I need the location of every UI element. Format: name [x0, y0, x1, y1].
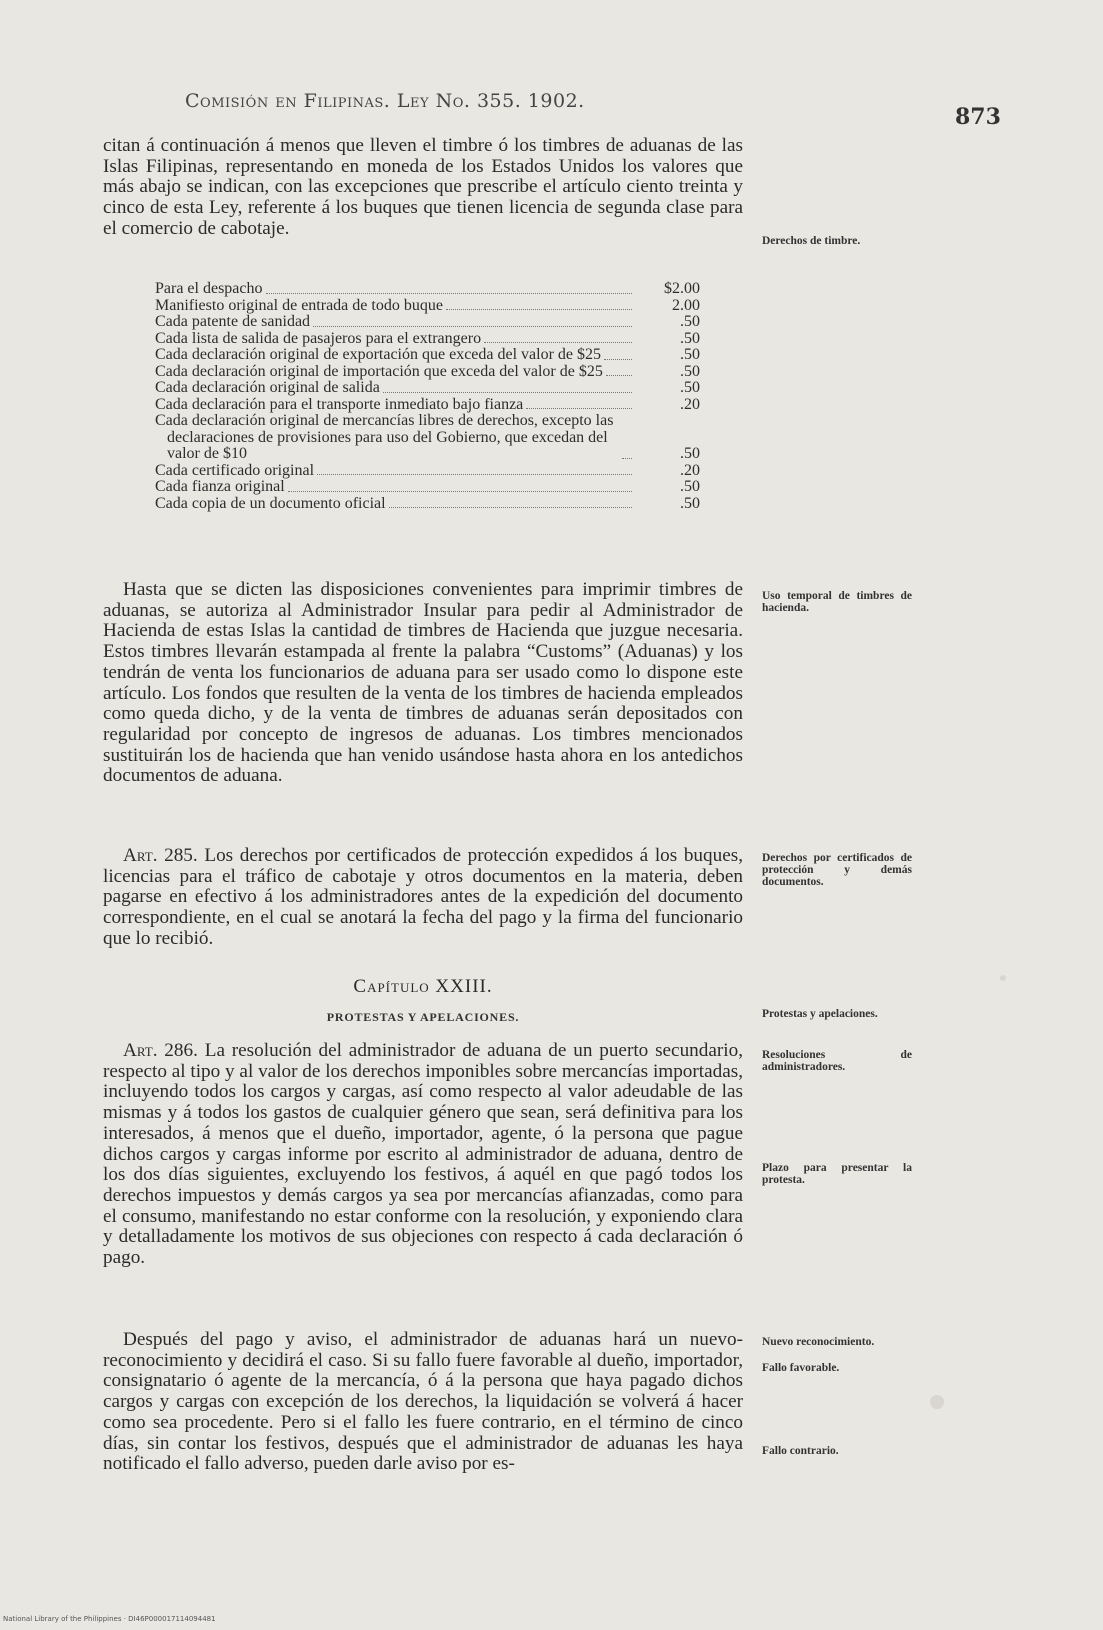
running-title: Comisión en Filipinas. Ley No. 355. 1902. [185, 90, 585, 112]
fee-amount: .50 [680, 346, 700, 363]
library-footer: National Library of the Philippines · DI46P000017114094481 [3, 1615, 216, 1623]
fee-amount: .50 [680, 362, 700, 380]
fee-amount: .50 [680, 494, 700, 512]
fee-amount: .50 [680, 329, 700, 347]
margin-note-resoluciones: Resoluciones de administradores. [762, 1049, 912, 1073]
fee-label [155, 413, 635, 463]
fee-amount: .50 [680, 478, 700, 495]
margin-note-nuevo-reconocimiento: Nuevo reconocimiento. [762, 1336, 875, 1348]
fee-label [155, 479, 635, 496]
final-paragraph [103, 1330, 743, 1475]
paper-smudge [930, 1395, 944, 1409]
fee-row [155, 479, 700, 496]
fee-label [155, 347, 635, 364]
margin-note-protestas: Protestas y apelaciones. [762, 1008, 878, 1020]
fee-amount: .20 [680, 461, 700, 479]
fee-label-text: Cada declaración original de exportación que exceda del valor de $25 [155, 346, 602, 363]
intro-text: citan á continuación á menos que lleven el timbre ó los timbres de aduanas de las Islas Filipinas, representando en moneda de los Estados Unidos los valores que más abajo se indican, con las excepciones que prescribe el artículo ciento treinta y cinco de esta Ley, referente á los buques que tienen licencia de segunda clase para el comercio de cabotaje. [103, 135, 743, 239]
intro-paragraph [103, 136, 743, 240]
article-285 [103, 846, 743, 950]
fee-amount: 2.00 [672, 296, 700, 314]
fee-amount: .50 [680, 313, 700, 330]
fee-row [155, 298, 700, 315]
margin-note-fallo-contrario: Fallo contrario. [762, 1445, 839, 1457]
fee-label-text: Cada declaración original de mercancías libres de derechos, excepto las declaraciones de provisiones para uso del Gobierno, que excedan del valor de $10 [155, 412, 614, 462]
fee-table [155, 281, 700, 512]
final-text: Después del pago y aviso, el administrador de aduanas hará un nuevo-reconocimiento y decidirá el caso. Si su fallo fuere favorable al dueño, importador, consignatario ó agente de la mercancía, ó á la persona que haya pagado dichos cargos y cargas con excepción de los derechos, la liquidación se volverá á hacer como sea procedente. Pero si el fallo les fuere contrario, en el término de cinco días, sin contar los festivos, después que el administrador de aduanas les haya notificado el fallo adverso, pueden darle aviso por es- [103, 1329, 743, 1475]
fee-label [155, 380, 635, 397]
fee-label-text: Cada copia de un documento oficial [155, 494, 386, 512]
article-286-label: Art. 286. [123, 1040, 198, 1061]
fee-label-text: Manifiesto original de entrada de todo buque [155, 296, 443, 314]
dot-leader [266, 293, 632, 294]
fee-label [155, 397, 635, 414]
section-title: PROTESTAS Y APELACIONES. [326, 1010, 520, 1024]
fee-label-text: Cada patente de sanidad [155, 313, 311, 330]
margin-note-plazo: Plazo para presentar la protesta. [762, 1162, 912, 1186]
page-number: 873 [955, 104, 1001, 130]
margin-note-fallo-favorable: Fallo favorable. [762, 1362, 840, 1374]
fee-label-text: Cada certificado original [155, 461, 315, 479]
fee-row [155, 281, 700, 298]
dot-leader [317, 474, 632, 475]
fee-row [155, 413, 700, 463]
article-285-text: Los derechos por certificados de protección expedidos á los buques, licencias para el tráfico de cabotaje y otros documentos en la materia, deben pagarse en efectivo á los administradores antes de la expedición del documento correspondiente, en el cual se anotará la fecha del pago y la firma del funcionario que lo recibió. [103, 845, 743, 949]
dot-leader [484, 342, 632, 343]
article-286-text: La resolución del administrador de aduana de un puerto secundario, respecto al tipo y al valor de los derechos imponibles sobre mercancías importadas, incluyendo todos los cargos y cargas, así como respecto al valor adeudable de las mismas y á todos los gastos de cualquier género que sean, será definitiva para los interesados, á menos que el dueño, importador, agente, ó la persona que pague dichos cargos y cargas informe por escrito al administrador de aduana, dentro de los dos días siguientes, excluyendo los festivos, á aquél en que pagó todos los derechos impuestos y demás cargos ya sea por mercancías afianzadas, como para el consumo, manifestando no estar conforme con la resolución, y exponiendo clara y detalladamente los motivos de sus objeciones con respecto á cada declaración ó pago. [103, 1040, 743, 1269]
dot-leader [389, 507, 632, 508]
fee-row [155, 364, 700, 381]
fee-label [155, 298, 635, 315]
margin-note-derechos-timbre: Derechos de timbre. [762, 235, 861, 247]
fee-row [155, 314, 700, 331]
dot-leader [383, 392, 632, 393]
fee-label-text: Cada lista de salida de pasajeros para el extrangero [155, 329, 482, 347]
fee-label-text: Cada declaración original de importación que exceda del valor de $25 [155, 362, 603, 380]
stamps-text: Hasta que se dicten las disposiciones convenientes para imprimir timbres de aduanas, se autoriza al Administrador Insular para pedir al Administrador de Hacienda de estas Islas la cantidad de timbres de Hacienda que juzgue necesaria. Estos timbres llevarán estampada al frente la palabra “Customs” (Aduanas) y los tendrán de venta los funcionarios de aduana para ser usado como lo dispone este artículo. Los fondos que resulten de la venta de los timbres de hacienda empleados como queda dicho, y de la venta de timbres de aduanas serán depositados con regularidad por concepto de ingresos de aduanas. Los timbres mencionados sustituirán los de hacienda que han venido usándose hasta ahora en los antedichos documentos de aduana. [103, 579, 743, 787]
fee-label [155, 364, 635, 381]
fee-row [155, 397, 700, 414]
fee-amount: .50 [680, 445, 700, 462]
article-285-label: Art. 285. [123, 845, 198, 866]
fee-label-text: Cada declaración original de salida [155, 379, 380, 396]
fee-label-text: Cada fianza original [155, 478, 285, 495]
fee-amount: $2.00 [664, 280, 700, 297]
fee-label [155, 331, 635, 348]
fee-label [155, 496, 635, 513]
dot-leader [604, 359, 632, 360]
fee-label [155, 314, 635, 331]
dot-leader [446, 309, 632, 310]
fee-row [155, 347, 700, 364]
fee-label [155, 281, 635, 298]
stamps-paragraph [103, 580, 743, 787]
fee-row [155, 331, 700, 348]
dot-leader [526, 408, 632, 409]
fee-row [155, 496, 700, 513]
fee-amount: .50 [680, 379, 700, 396]
dot-leader [313, 326, 632, 327]
fee-row [155, 463, 700, 480]
fee-label-text: Cada declaración para el transporte inmediato bajo fianza [155, 395, 524, 413]
fee-row [155, 380, 700, 397]
dot-leader [622, 458, 632, 459]
fee-amount: .20 [680, 395, 700, 413]
fee-label [155, 463, 635, 480]
dot-leader [288, 491, 632, 492]
margin-note-uso-temporal: Uso temporal de timbres de hacienda. [762, 590, 912, 614]
paper-smudge [1000, 975, 1006, 981]
fee-label-text: Para el despacho [155, 280, 263, 297]
article-286 [103, 1041, 743, 1269]
dot-leader [606, 375, 632, 376]
margin-note-derechos-certificados: Derechos por certificados de protección y demás documentos. [762, 852, 912, 888]
chapter-title: Capítulo XXIII. [353, 976, 493, 997]
